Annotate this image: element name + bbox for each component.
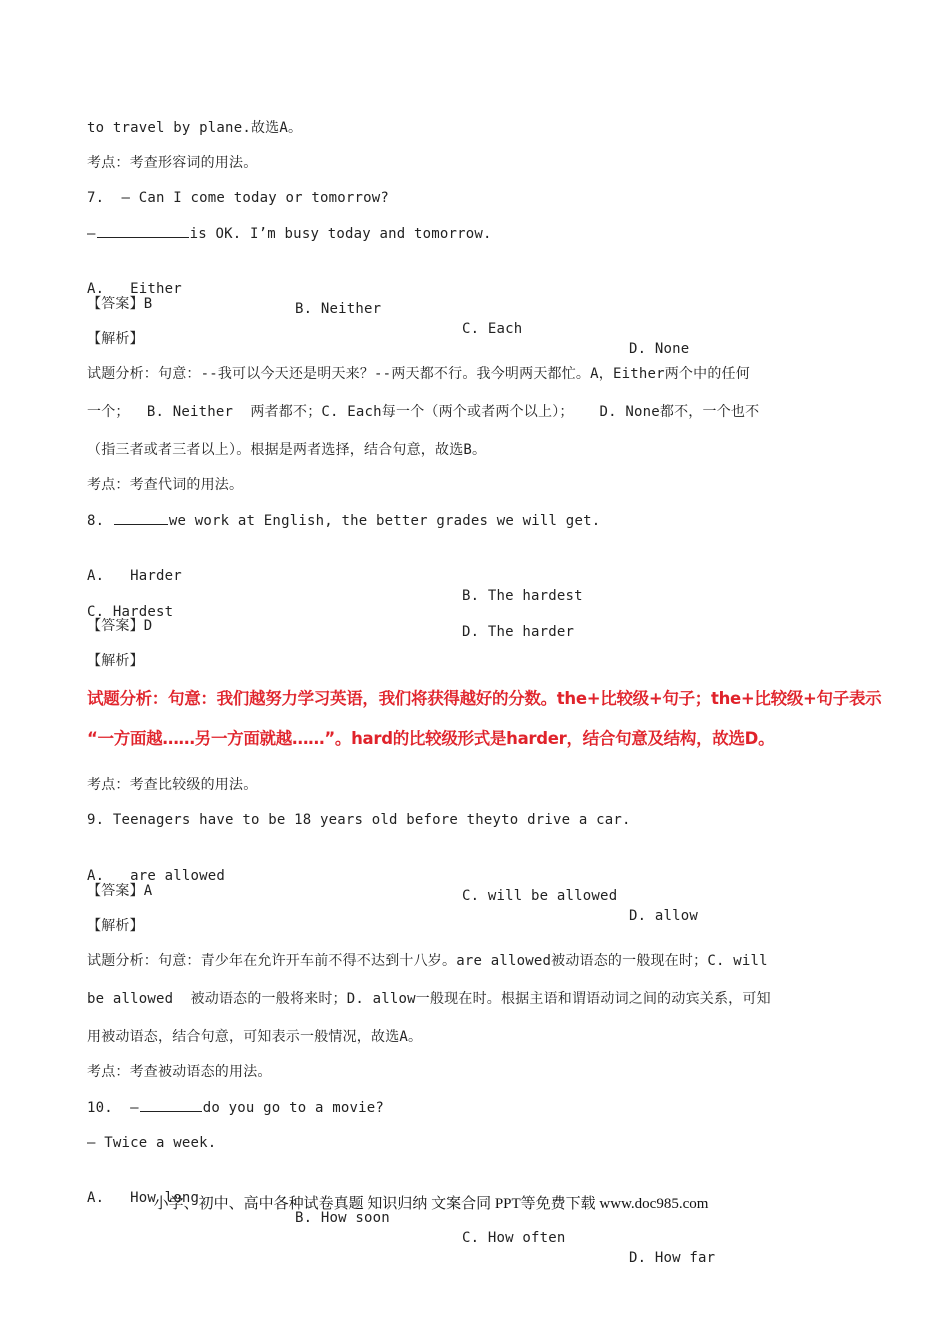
highlighted-explanation-line: “一方面越……另一方面就越……”。hard的比较级形式是harder，结合句意及结构，故选D。 — [87, 729, 775, 748]
dash: — — [87, 226, 96, 242]
option-a: A. Either — [87, 281, 182, 297]
knowledge-point: 考点：考查比较级的用法。 — [87, 777, 258, 793]
option-b: B. The hardest — [462, 588, 583, 604]
question-9-stem: 9. Teenagers have to be 18 years old before theyto drive a car. — [87, 812, 631, 828]
text-line: 考点：考查形容词的用法。 — [87, 155, 258, 171]
question-8-rest: we work at English, the better grades we will get. — [168, 513, 601, 529]
option-a: A. Harder — [87, 568, 182, 584]
analysis-label: 【解析】 — [87, 918, 144, 934]
explanation-line: 试题分析：句意：青少年在允许开车前不得不达到十八岁。are allowed被动语态的一般现在时；C. will — [87, 953, 768, 969]
question-7-line2 — [87, 223, 870, 244]
question-10-reply: — Twice a week. — [87, 1135, 217, 1151]
option-d: D. The harder — [462, 624, 575, 640]
question-10-rest: do you go to a movie? — [202, 1100, 384, 1116]
text-line: to travel by plane.故选A。 — [87, 120, 303, 136]
knowledge-point: 考点：考查被动语态的用法。 — [87, 1064, 272, 1080]
knowledge-point: 考点：考查代词的用法。 — [87, 477, 244, 493]
option-a: A. are allowed — [87, 868, 226, 884]
option-c: C. Each — [462, 321, 523, 337]
question-10-options — [87, 1168, 870, 1288]
analysis-label: 【解析】 — [87, 331, 144, 347]
option-c: C. will be allowed — [462, 888, 618, 904]
option-d: D. allow — [629, 908, 699, 924]
question-7-stem: 7. — Can I come today or tomorrow? — [87, 190, 390, 206]
option-d: D. None — [629, 341, 690, 357]
option-b: B. Neither — [295, 301, 382, 317]
option-a: A. How long — [87, 1190, 200, 1206]
option-c: C. How often — [462, 1230, 566, 1246]
question-8-stem — [87, 510, 870, 531]
explanation-line: be allowed 被动语态的一般将来时；D. allow一般现在时。根据主语和谓语动词之间的动宾关系，可知 — [87, 991, 771, 1007]
page-footer: 小学、初中、高中各种试卷真题 知识归纳 文案合同 PPT等免费下载 www.doc985.com — [153, 1196, 709, 1212]
question-7-options — [87, 259, 870, 379]
option-b: B. How soon — [295, 1210, 390, 1226]
option-d: D. How far — [629, 1250, 716, 1266]
answer-blank — [140, 1097, 202, 1112]
answer-blank — [114, 510, 168, 525]
answer-blank — [97, 223, 189, 238]
question-7-rest: is OK. I’m busy today and tomorrow. — [189, 226, 492, 242]
explanation-line: （指三者或者三者以上）。根据是两者选择，结合句意，故选B。 — [87, 442, 487, 458]
question-number: 10. — — [87, 1100, 139, 1116]
question-number: 8. — [87, 513, 113, 529]
answer-label: 【答案】D — [87, 618, 153, 634]
analysis-label: 【解析】 — [87, 653, 144, 669]
answer-label: 【答案】A — [87, 883, 153, 899]
answer-label: 【答案】B — [87, 296, 153, 312]
explanation-line: 用被动语态，结合句意，可知表示一般情况，故选A。 — [87, 1029, 423, 1045]
question-10-stem — [87, 1097, 870, 1118]
highlighted-explanation-line: 试题分析：句意：我们越努力学习英语，我们将获得越好的分数。the+比较级+句子；the+比较级+句子表示 — [87, 689, 882, 708]
option-c: C. Hardest — [87, 604, 174, 620]
explanation-line: 试题分析：句意：--我可以今天还是明天来？--两天都不行。我今明两天都忙。A，Either两个中的任何 — [87, 366, 750, 382]
explanation-line: 一个； B. Neither 两者都不；C. Each每一个（两个或者两个以上）； D. None都不，一个也不 — [87, 404, 760, 420]
